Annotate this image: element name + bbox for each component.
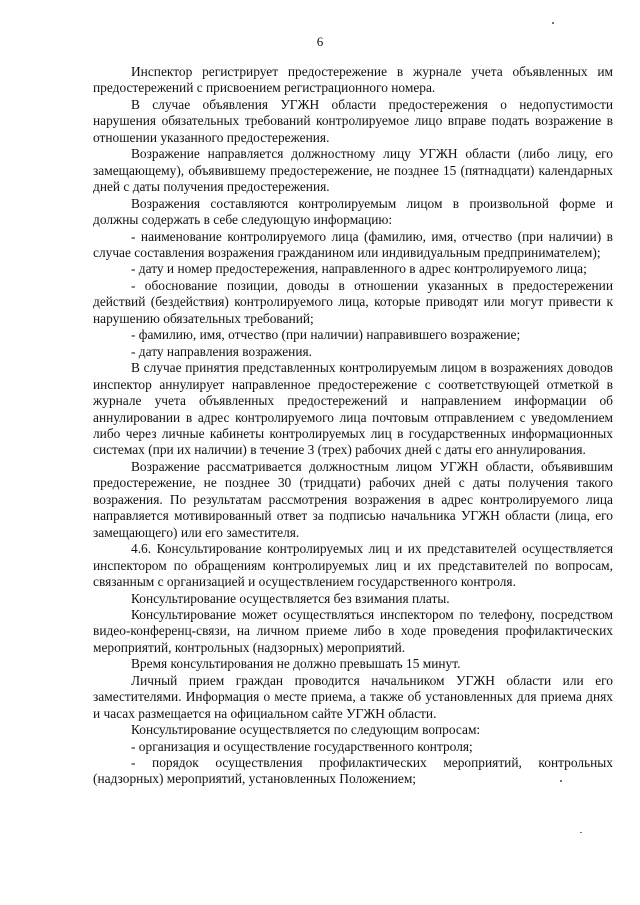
list-item: - дату направления возражения. (131, 343, 312, 359)
paragraph: Возражение направляется должностному лицу УГЖН области (либо лицу, его замещающему), объявившему предостережение, не позднее 15 (пятнадцати) календарных дней с даты получения предостережения. (93, 146, 613, 195)
body-text (93, 64, 613, 788)
list-item: - организация и осуществление государственного контроля; (131, 738, 473, 754)
paragraph: Время консультирования не должно превышать 15 минут. (131, 656, 461, 672)
list-item: - порядок осуществления профилактических мероприятий, контрольных (надзорных) мероприятий, установленных Положением; (93, 755, 613, 787)
paragraph: Консультирование может осуществляться инспектором по телефону, посредством видео-конференц-связи, на личном приеме либо в ходе проведения профилактических мероприятий, контрольных (надзорных) мероприятий. (93, 606, 613, 655)
section-paragraph: 4.6. Консультирование контролируемых лиц и их представителей осуществляется инспектором по обращениям контролируемых лиц и их представителей по вопросам, связанным с организацией и осуществлением государственного контроля. (93, 541, 613, 590)
paragraph: Инспектор регистрирует предостережение в журнале учета объявленных им предостережений с присвоением регистрационного номера. (93, 64, 613, 96)
list-item: - наименование контролируемого лица (фамилию, имя, отчество (при наличии) в случае составления возражения гражданином или индивидуальным предпринимателем); (93, 228, 613, 260)
paragraph: В случае объявления УГЖН области предостережения о недопустимости нарушения обязательных требований контролируемое лицо вправе подать возражение в отношении указанного предостережения. (93, 96, 613, 145)
paragraph: В случае принятия представленных контролируемым лицом в возражениях доводов инспектор аннулирует направленное предостережение с соответствующей отметкой в журнале учета объявленных предостережений и направлением информации об аннулировании в адрес контролируемого лица почтовым отправлением с уведомлением либо через личные кабинеты контролируемых лиц в государственных информационных системах (при их наличии) в течение 3 (трех) рабочих дней с даты его аннулирования. (93, 360, 613, 458)
list-item: - фамилию, имя, отчество (при наличии) направившего возражение; (131, 327, 521, 343)
page-number: 6 (316, 34, 324, 49)
list-item: - дату и номер предостережения, направленного в адрес контролируемого лица; (131, 261, 587, 277)
scan-speck (580, 832, 582, 833)
paragraph: Консультирование осуществляется по следующим вопросам: (131, 722, 481, 738)
scan-speck (552, 22, 554, 24)
list-item: - обоснование позиции, доводы в отношении указанных в предостережении действий (бездействия) контролируемого лица, которые приводят или могут привести к нарушению обязательных требований; (93, 277, 613, 326)
paragraph: Возражение рассматривается должностным лицом УГЖН области, объявившим предостережение, не позднее 30 (тридцати) рабочих дней с даты получения такого возражения. По результатам рассмотрения возражения в адрес контролируемого лица направляется мотивированный ответ за подписью начальника УГЖН области (лица, его замещающего) или его заместителя. (93, 458, 613, 540)
paragraph: Возражения составляются контролируемым лицом в произвольной форме и должны содержать в себе следующую информацию: (93, 195, 613, 228)
paragraph: Личный прием граждан проводится начальником УГЖН области или его заместителями. Информация о месте приема, а также об установленных для приема днях и часах размещается на официальном сайте УГЖН области. (93, 672, 613, 721)
paragraph: Консультирование осуществляется без взимания платы. (131, 590, 450, 606)
scan-speck (560, 780, 562, 782)
